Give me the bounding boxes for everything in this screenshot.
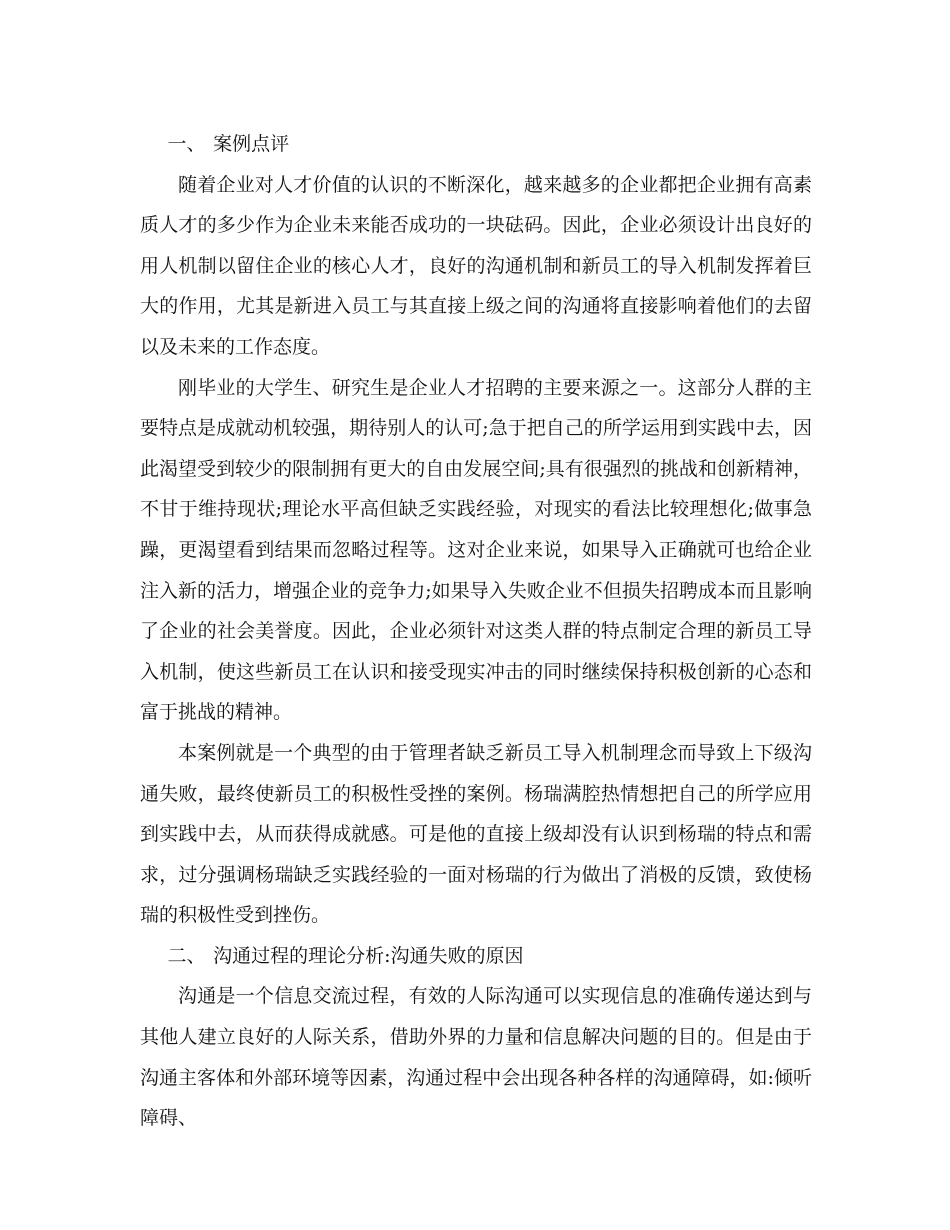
section-number: 一、 (167, 133, 206, 155)
section-heading-2 (140, 936, 812, 977)
paragraph-2: 刚毕业的大学生、研究生是企业人才招聘的主要来源之一。这部分人群的主要特点是成就动机较强，期待别人的认可;急于把自己的所学运用到实践中去，因此渴望受到较少的限制拥有更大的自由发展空间;具有很强烈的挑战和创新精神，不甘于维持现状;理论水平高但缺乏实践经验，对现实的看法比较理想化;做事急躁，更渴望看到结果而忽略过程等。这对企业来说，如果导入正确就可也给企业注入新的活力，增强企业的竞争力;如果导入失败企业不但损失招聘成本而且影响了企业的社会美誉度。因此，企业必须针对这类人群的特点制定合理的新员工导入机制，使这些新员工在认识和接受现实冲击的同时继续保持积极创新的心态和富于挑战的精神。 (140, 376, 812, 724)
document-body (140, 124, 812, 1139)
paragraph-3: 本案例就是一个典型的由于管理者缺乏新员工导入机制理念而导致上下级沟通失败，最终使新员工的积极性受挫的案例。杨瑞满腔热情想把自己的所学应用到实践中去，从而获得成就感。可是他的直接上级却没有认识到杨瑞的特点和需求，过分强调杨瑞缺乏实践经验的一面对杨瑞的行为做出了消极的反馈，致使杨瑞的积极性受到挫伤。 (140, 741, 812, 927)
section-heading-1 (140, 124, 812, 165)
section-number: 二、 (167, 944, 206, 967)
paragraph-4: 沟通是一个信息交流过程，有效的人际沟通可以实现信息的准确传递达到与其他人建立良好的人际关系，借助外界的力量和信息解决问题的目的。但是由于沟通主客体和外部环境等因素，沟通过程中会出现各种各样的沟通障碍，如:倾听障碍、 (140, 985, 812, 1130)
section-title: 案例点评 (213, 133, 290, 155)
section-title: 沟通过程的理论分析:沟通失败的原因 (213, 944, 524, 967)
paragraph-1: 随着企业对人才价值的认识的不断深化，越来越多的企业都把企业拥有高素质人才的多少作为企业未来能否成功的一块砝码。因此，企业必须设计出良好的用人机制以留住企业的核心人才，良好的沟通机制和新员工的导入机制发挥着巨大的作用，尤其是新进入员工与其直接上级之间的沟通将直接影响着他们的去留以及未来的工作态度。 (140, 173, 812, 358)
